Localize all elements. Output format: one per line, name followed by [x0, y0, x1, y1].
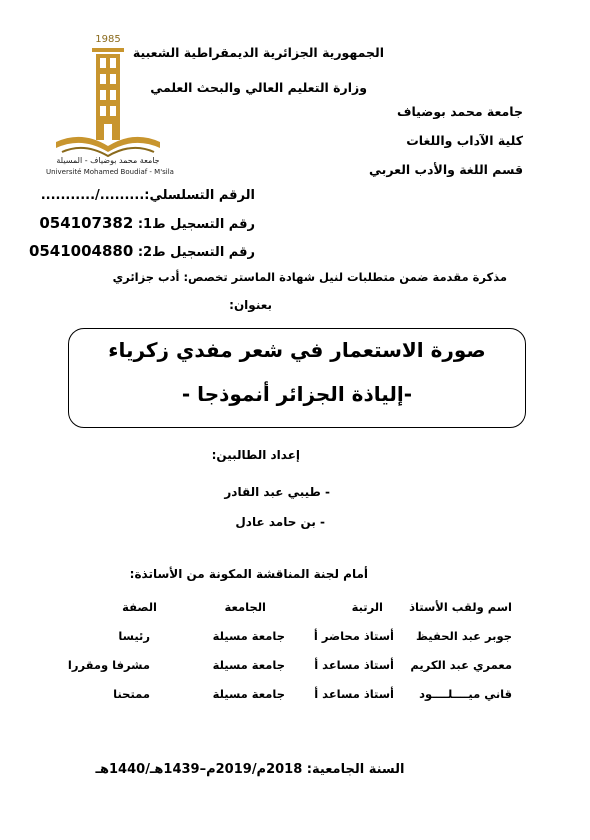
jury-cell-univ: جامعة مسيلة — [212, 629, 285, 643]
jury-cell-name: قاني ميــــلــــود — [419, 687, 512, 701]
jury-cell-univ: جامعة مسيلة — [212, 658, 285, 672]
students-label: إعداد الطالبين: — [211, 448, 300, 462]
logo-year: 1985 — [95, 34, 121, 45]
student-name: - طيبي عبد القادر — [224, 485, 330, 499]
jury-cell-role: رئيسا — [118, 629, 150, 643]
jury-label: أمام لجنة المناقشة المكونة من الأساتذة: — [129, 567, 368, 581]
jury-cell-univ: جامعة مسيلة — [212, 687, 285, 701]
jury-cell-name: جوبر عبد الحفيظ — [415, 629, 512, 643]
reg1-value: 054107382 — [39, 214, 134, 232]
jury-cell-role: مشرفا ومقررا — [67, 658, 150, 672]
republic-heading: الجمهورية الجزائرية الديمقراطية الشعبية — [132, 45, 384, 60]
university-name: جامعة محمد بوضياف — [396, 104, 523, 119]
jury-cell-rank: أستاذ محاضر أ — [313, 629, 394, 643]
jury-cell-name: معمري عبد الكريم — [410, 658, 512, 672]
jury-cell-rank: أستاذ مساعد أ — [314, 658, 394, 672]
registration-2 — [29, 242, 255, 260]
under-title-label: بعنوان: — [229, 298, 272, 312]
jury-cell-role: ممتحنا — [113, 687, 150, 701]
jury-header-role: الصفة — [122, 600, 157, 614]
thesis-title-line1: صورة الاستعمار في شعر مفدي زكرياء — [108, 338, 486, 362]
serial-number — [41, 188, 255, 203]
jury-header-univ: الجامعة — [224, 600, 266, 614]
logo-university-name-fr: Université Mohamed Boudiaf - M'sila — [46, 168, 174, 176]
reg2-value: 0541004880 — [28, 242, 134, 260]
memo-statement: مذكرة مقدمة ضمن متطلبات لنيل شهادة الماستر تخصص: أدب جزائري — [112, 270, 507, 284]
jury-header-rank: الرتبة — [351, 600, 383, 614]
thesis-title-line2: -إلياذة الجزائر أنموذجا - — [181, 382, 413, 406]
jury-cell-rank: أستاذ مساعد أ — [314, 687, 394, 701]
registration-1 — [39, 214, 255, 232]
serial-label: الرقم التسلسلي: — [144, 188, 255, 203]
jury-header-name: اسم ولقب الأستاذ — [409, 600, 512, 614]
serial-value: ........./........... — [40, 188, 145, 203]
faculty-name: كلية الآداب واللغات — [406, 133, 523, 148]
ministry-heading: وزارة التعليم العالي والبحث العلمي — [150, 80, 367, 95]
reg1-label: رقم التسجيل ط1: — [137, 217, 255, 232]
logo-university-name-ar: جامعة محمد بوضياف - المسيلة — [56, 156, 160, 165]
student-name: - بن حامد عادل — [235, 515, 325, 529]
academic-year: السنة الجامعية: 2018م/2019م–1439هـ/1440هـ — [95, 762, 405, 777]
reg2-label: رقم التسجيل ط2: — [137, 245, 255, 260]
department-name: قسم اللغة والأدب العربي — [369, 162, 523, 177]
